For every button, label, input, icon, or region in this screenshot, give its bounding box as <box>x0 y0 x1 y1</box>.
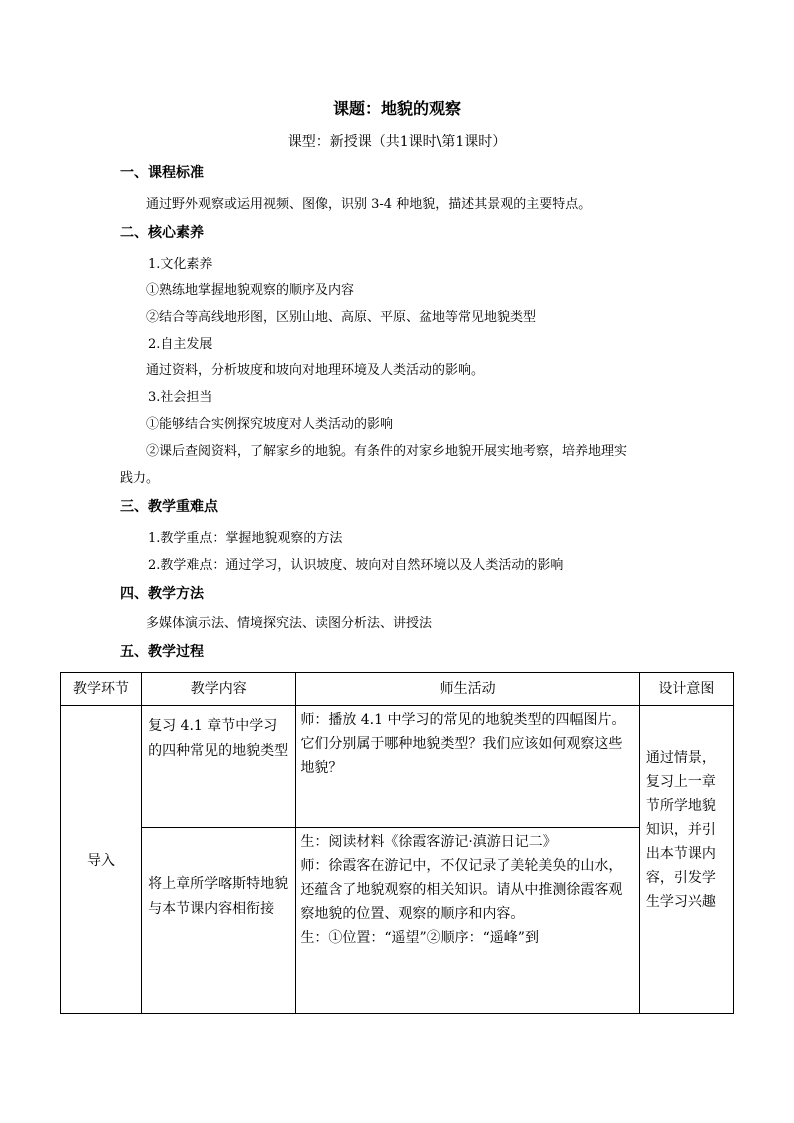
intent-text: 通过情景，复习上一章节所学地貌知识，并引出本节课内容，引发学生学习兴趣 <box>645 750 716 910</box>
core-literacy-line: ②结合等高线地形图，区别山地、高原、平原、盆地等常见地貌类型 <box>146 310 537 325</box>
teaching-methods-text: 多媒体演示法、情境探究法、读图分析法、讲授法 <box>146 616 433 631</box>
core-literacy-line: 1.文化素养 <box>148 257 213 272</box>
activity-cell <box>296 828 640 1014</box>
core-literacy-line: 2.自主发展 <box>148 337 213 352</box>
activity-cell <box>296 706 640 828</box>
activity-text <box>296 706 639 780</box>
table-row <box>61 706 734 828</box>
header-activities: 师生活动 <box>296 673 640 706</box>
header-teaching-content: 教学内容 <box>142 673 296 706</box>
difficult-point-line: 2.教学难点：通过学习，认识坡度、坡向对自然环境以及人类活动的影响 <box>148 558 564 573</box>
activity-paragraph: 师：播放 4.1 中学习的常见的地貌类型的四幅图片。 它们分别属于哪种地貌类型？我们应该如何观察这些地貌？ <box>300 712 626 776</box>
content-text: 复习 4.1 章节中学习的四种常见的地貌类型 <box>148 718 289 759</box>
section-heading-course-standard: 一、课程标准 <box>120 165 204 181</box>
activity-text <box>296 828 639 950</box>
document-title: 课题：地貌的观察 <box>332 99 461 118</box>
table-row <box>61 828 734 1014</box>
content-cell <box>142 706 296 828</box>
core-literacy-line: ②课后查阅资料，了解家乡的地貌。有条件的对家乡地貌开展实地考察，培养地理实 <box>146 444 628 459</box>
header-design-intent: 设计意图 <box>639 673 733 706</box>
key-point-line: 1.教学重点：掌握地貌观察的方法 <box>148 531 343 546</box>
table-header-row <box>61 673 734 706</box>
stage-cell <box>61 706 142 1014</box>
core-literacy-line: 3.社会担当 <box>148 390 213 405</box>
content-cell <box>142 828 296 1014</box>
document-subtitle: 课型：新授课（共1课时\第1课时） <box>287 134 507 150</box>
teaching-process-table <box>60 672 734 1014</box>
section-heading-core-literacy: 二、核心素养 <box>120 225 204 241</box>
section-heading-key-difficult-points: 三、教学重难点 <box>120 499 218 515</box>
header-teaching-stage: 教学环节 <box>61 673 142 706</box>
core-literacy-line: ①熟练地掌握地貌观察的顺序及内容 <box>146 283 355 298</box>
core-literacy-line: 践力。 <box>120 471 160 486</box>
core-literacy-line: 通过资料，分析坡度和坡向对地理环境及人类活动的影响。 <box>146 363 485 378</box>
intent-cell <box>639 706 733 1014</box>
core-literacy-line: ①能够结合实例探究坡度对人类活动的影响 <box>146 417 394 432</box>
section-heading-teaching-process: 五、教学过程 <box>120 644 204 660</box>
course-standard-text: 通过野外观察或运用视频、图像，识别 3-4 种地貌，描述其景观的主要特点。 <box>146 197 592 212</box>
activity-paragraph: 生：阅读材料《徐霞客游记·滇游日记二》 师：徐霞客在游记中，不仅记录了美轮美奂的山水，还蕴含了地貌观察的相关知识。请从中推测徐霞客观察地貌的位置、观察的顺序和内容。 生：①位置：“遥望”②顺序：“遥峰”到 <box>300 834 623 946</box>
stage-label: 导入 <box>87 852 116 869</box>
section-heading-teaching-methods: 四、教学方法 <box>120 586 204 602</box>
content-text: 将上章所学喀斯特地貌与本节课内容相衔接 <box>148 876 289 917</box>
